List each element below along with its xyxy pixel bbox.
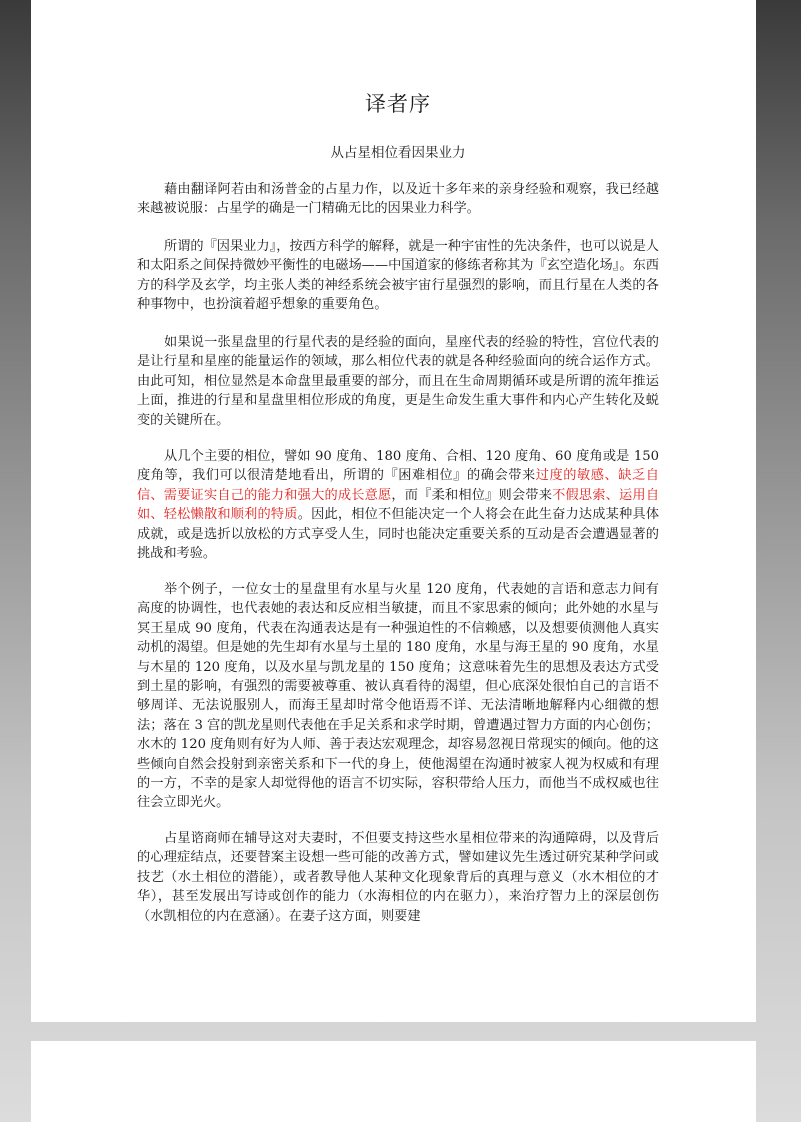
paragraph: [137, 829, 659, 926]
text-segment: 藉由翻译阿若由和汤普金的占星力作，以及近十多年来的亲身经验和观察，我已经越来越被说服：占星学的确是一门精确无比的因果业力科学。: [137, 182, 659, 217]
text-segment: ，而『柔和相位』则会带来: [391, 487, 553, 503]
text-segment: 举个例子，一位女士的星盘里有水星与火星 120 度角，代表她的言语和意志力间有高度的协调性，也代表她的表达和反应相当敏捷，而且不家思索的倾向；此外她的水星与冥王星成 90 度角，代表在沟通表达是有一种强迫性的不信赖感，以及想要侦测他人真实动机的渴望。但是她的先生却有水星与土星的 180 度角，水星与海王星的 90 度角，水星与木星的 120 度角，以及水星与凯龙星的 150 度角；这意味着先生的思想及表达方式受到土星的影响，有强烈的需要被尊重、被认真看待的渴望，但心底深处很怕自己的言语不够周详、无法说服别人，而海王星却时常令他语焉不详、无法清晰地解释内心细微的想法；落在 3 宫的凯龙星则代表他在手足关系和求学时期，曾遭遇过智力方面的内心创伤；水木的 120 度角则有好为人师、善于表达宏观理念，却容易忽视日常现实的倾向。他的这些倾向自然会投射到亲密关系和下一代的身上，使他渴望在沟通时被家人视为权威和有理的一方，不幸的是家人却觉得他的语言不切实际，容积带给人压力，而他当不成权威也往往会立即光火。: [137, 582, 659, 811]
document-page: [31, 0, 756, 1022]
highlighted-text: 不假思索、运用自如、轻松懒散和顺利的特质: [137, 487, 660, 523]
paragraph: [137, 237, 659, 315]
paragraph: [137, 580, 659, 813]
page-title: 译者序: [365, 92, 431, 116]
paragraph: [137, 447, 659, 563]
text-segment: 从几个主要的相位，譬如 90 度角、180 度角、合相、120 度角、60 度角或是 150 度角等，我们可以很清楚地看出，所谓的『困难相位』的确会带来: [137, 449, 659, 484]
text-segment: 占星谘商师在辅导这对夫妻时，不但要支持这些水星相位带来的沟通障碍，以及背后的心理症结点，还要替案主设想一些可能的改善方式，譬如建议先生透过研究某种学问或技艺（水土相位的潜能），或者教导他人某种文化现象背后的真理与意义（水木相位的才华），甚至发展出写诗或创作的能力（水海相位的内在驱力），来治疗智力上的深层创伤（水凯相位的内在意涵）。在妻子这方面，则要建: [137, 831, 659, 924]
text-segment: 。因此，相位不但能决定一个人将会在此生奋力达成某种具体成就，或是选折以放松的方式享受人生，同时也能决定重要关系的互动是否会遭遇显著的挑战和考验。: [137, 507, 660, 562]
paragraph: [137, 333, 659, 430]
next-document-page: [31, 1041, 756, 1122]
page-subtitle: 从占星相位看因果业力: [330, 145, 466, 161]
text-segment: 如果说一张星盘里的行星代表的是经验的面向，星座代表的经验的特性，宫位代表的是让行星和星座的能量运作的领域，那么相位代表的就是各种经验面向的统合运作方式。由此可知，相位显然是本命盘里最重要的部分，而且在生命周期循环或是所谓的流年推运上面，推进的行星和星盘里相位形成的角度，更是生命发生重大事件和内心产生转化及蜕变的关键所在。: [137, 335, 659, 428]
paragraph: [137, 180, 659, 219]
highlighted-text: 过度的敏感、缺乏自信、需要证实自己的能力和强大的成长意愿: [137, 468, 659, 503]
text-segment: 所谓的『因果业力』，按西方科学的解释，就是一种宇宙性的先决条件，也可以说是人和太阳系之间保持微妙平衡性的电磁场——中国道家的修练者称其为『玄空造化场』。东西方的科学及玄学，均主张人类的神经系统会被宇宙行星强烈的影响，而且行星在人类的各种事物中，也扮演着超乎想象的重要角色。: [137, 239, 659, 313]
